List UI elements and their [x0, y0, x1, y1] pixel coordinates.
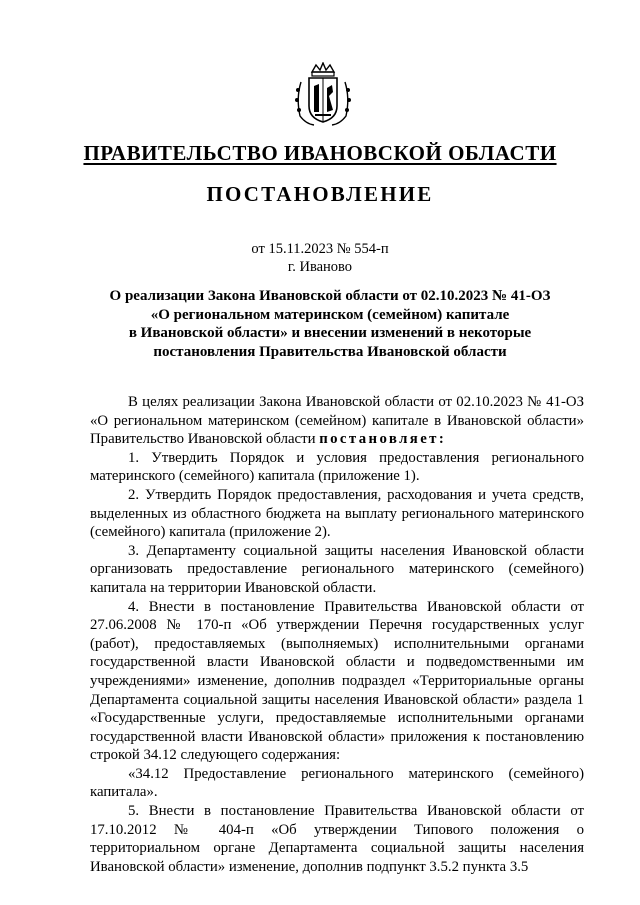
paragraph-item-1: 1. Утвердить Порядок и условия предоставления регионального материнского (семейного) капитала (приложение 1). — [90, 449, 584, 485]
date-number: от 15.11.2023 № 554-п — [251, 241, 389, 257]
organization-title: ПРАВИТЕЛЬСТВО ИВАНОВСКОЙ ОБЛАСТИ — [83, 141, 557, 165]
paragraph-item-5: 5. Внести в постановление Правительства Ивановской области от 17.10.2012 № 404-п «Об утверждении Типового положения о территориальном органе Департамента социальной защиты населения Ивановской области» изменение, дополнив подпункт 3.5.2 пункта 3.5 — [90, 803, 584, 875]
city: г. Иваново — [287, 259, 353, 275]
paragraph-item-4: 4. Внести в постановление Правительства Ивановской области от 27.06.2008 № 170-п «Об утверждении Перечня государственных услуг (работ), предоставляемых (выполняемых) исполнительными органами государственной власти Ивановской области и подведомственными им учреждениями» изменение, дополнив подраздел «Территориальные органы Департамента социальной защиты населения Ивановской области» раздела 1 «Государственные услуги, предоставляемые исполнительными органами государственной власти Ивановской области» приложения к постановлению строкой 34.12 следующего содержания: — [90, 598, 584, 764]
intro-text: В целях реализации Закона Ивановской области от 02.10.2023 № 41-ОЗ «О региональном материнском (семейном) капитале в Ивановской области» Правительство Ивановской области — [90, 394, 584, 448]
paragraph-quote: «34.12 Предоставление регионального материнского (семейного) капитала». — [90, 765, 584, 801]
document-meta — [0, 240, 640, 276]
paragraph-item-2: 2. Утвердить Порядок предоставления, расходования и учета средств, выделенных из областного бюджета на выплату регионального материнского (семейного) капитала (приложение 2). — [90, 486, 584, 541]
document-subject — [80, 287, 580, 361]
subject-line: О реализации Закона Ивановской области от 02.10.2023 № 41-ОЗ — [109, 288, 551, 304]
subject-line: постановления Правительства Ивановской области — [153, 343, 507, 360]
subject-line: «О региональном материнском (семейном) капитале — [150, 306, 510, 323]
paragraph-item-3: 3. Департаменту социальной защиты населения Ивановской области организовать предоставление регионального материнского (семейного) капитала на территории Ивановской области. — [90, 542, 584, 596]
coat-of-arms-emblem — [292, 62, 354, 128]
decree-word: постановляет: — [319, 431, 447, 448]
subject-line: в Ивановской области» и внесении изменений в некоторые — [128, 325, 532, 342]
document-body — [90, 393, 584, 876]
intro-paragraph — [90, 393, 584, 449]
document-type: ПОСТАНОВЛЕНИЕ — [206, 182, 434, 206]
